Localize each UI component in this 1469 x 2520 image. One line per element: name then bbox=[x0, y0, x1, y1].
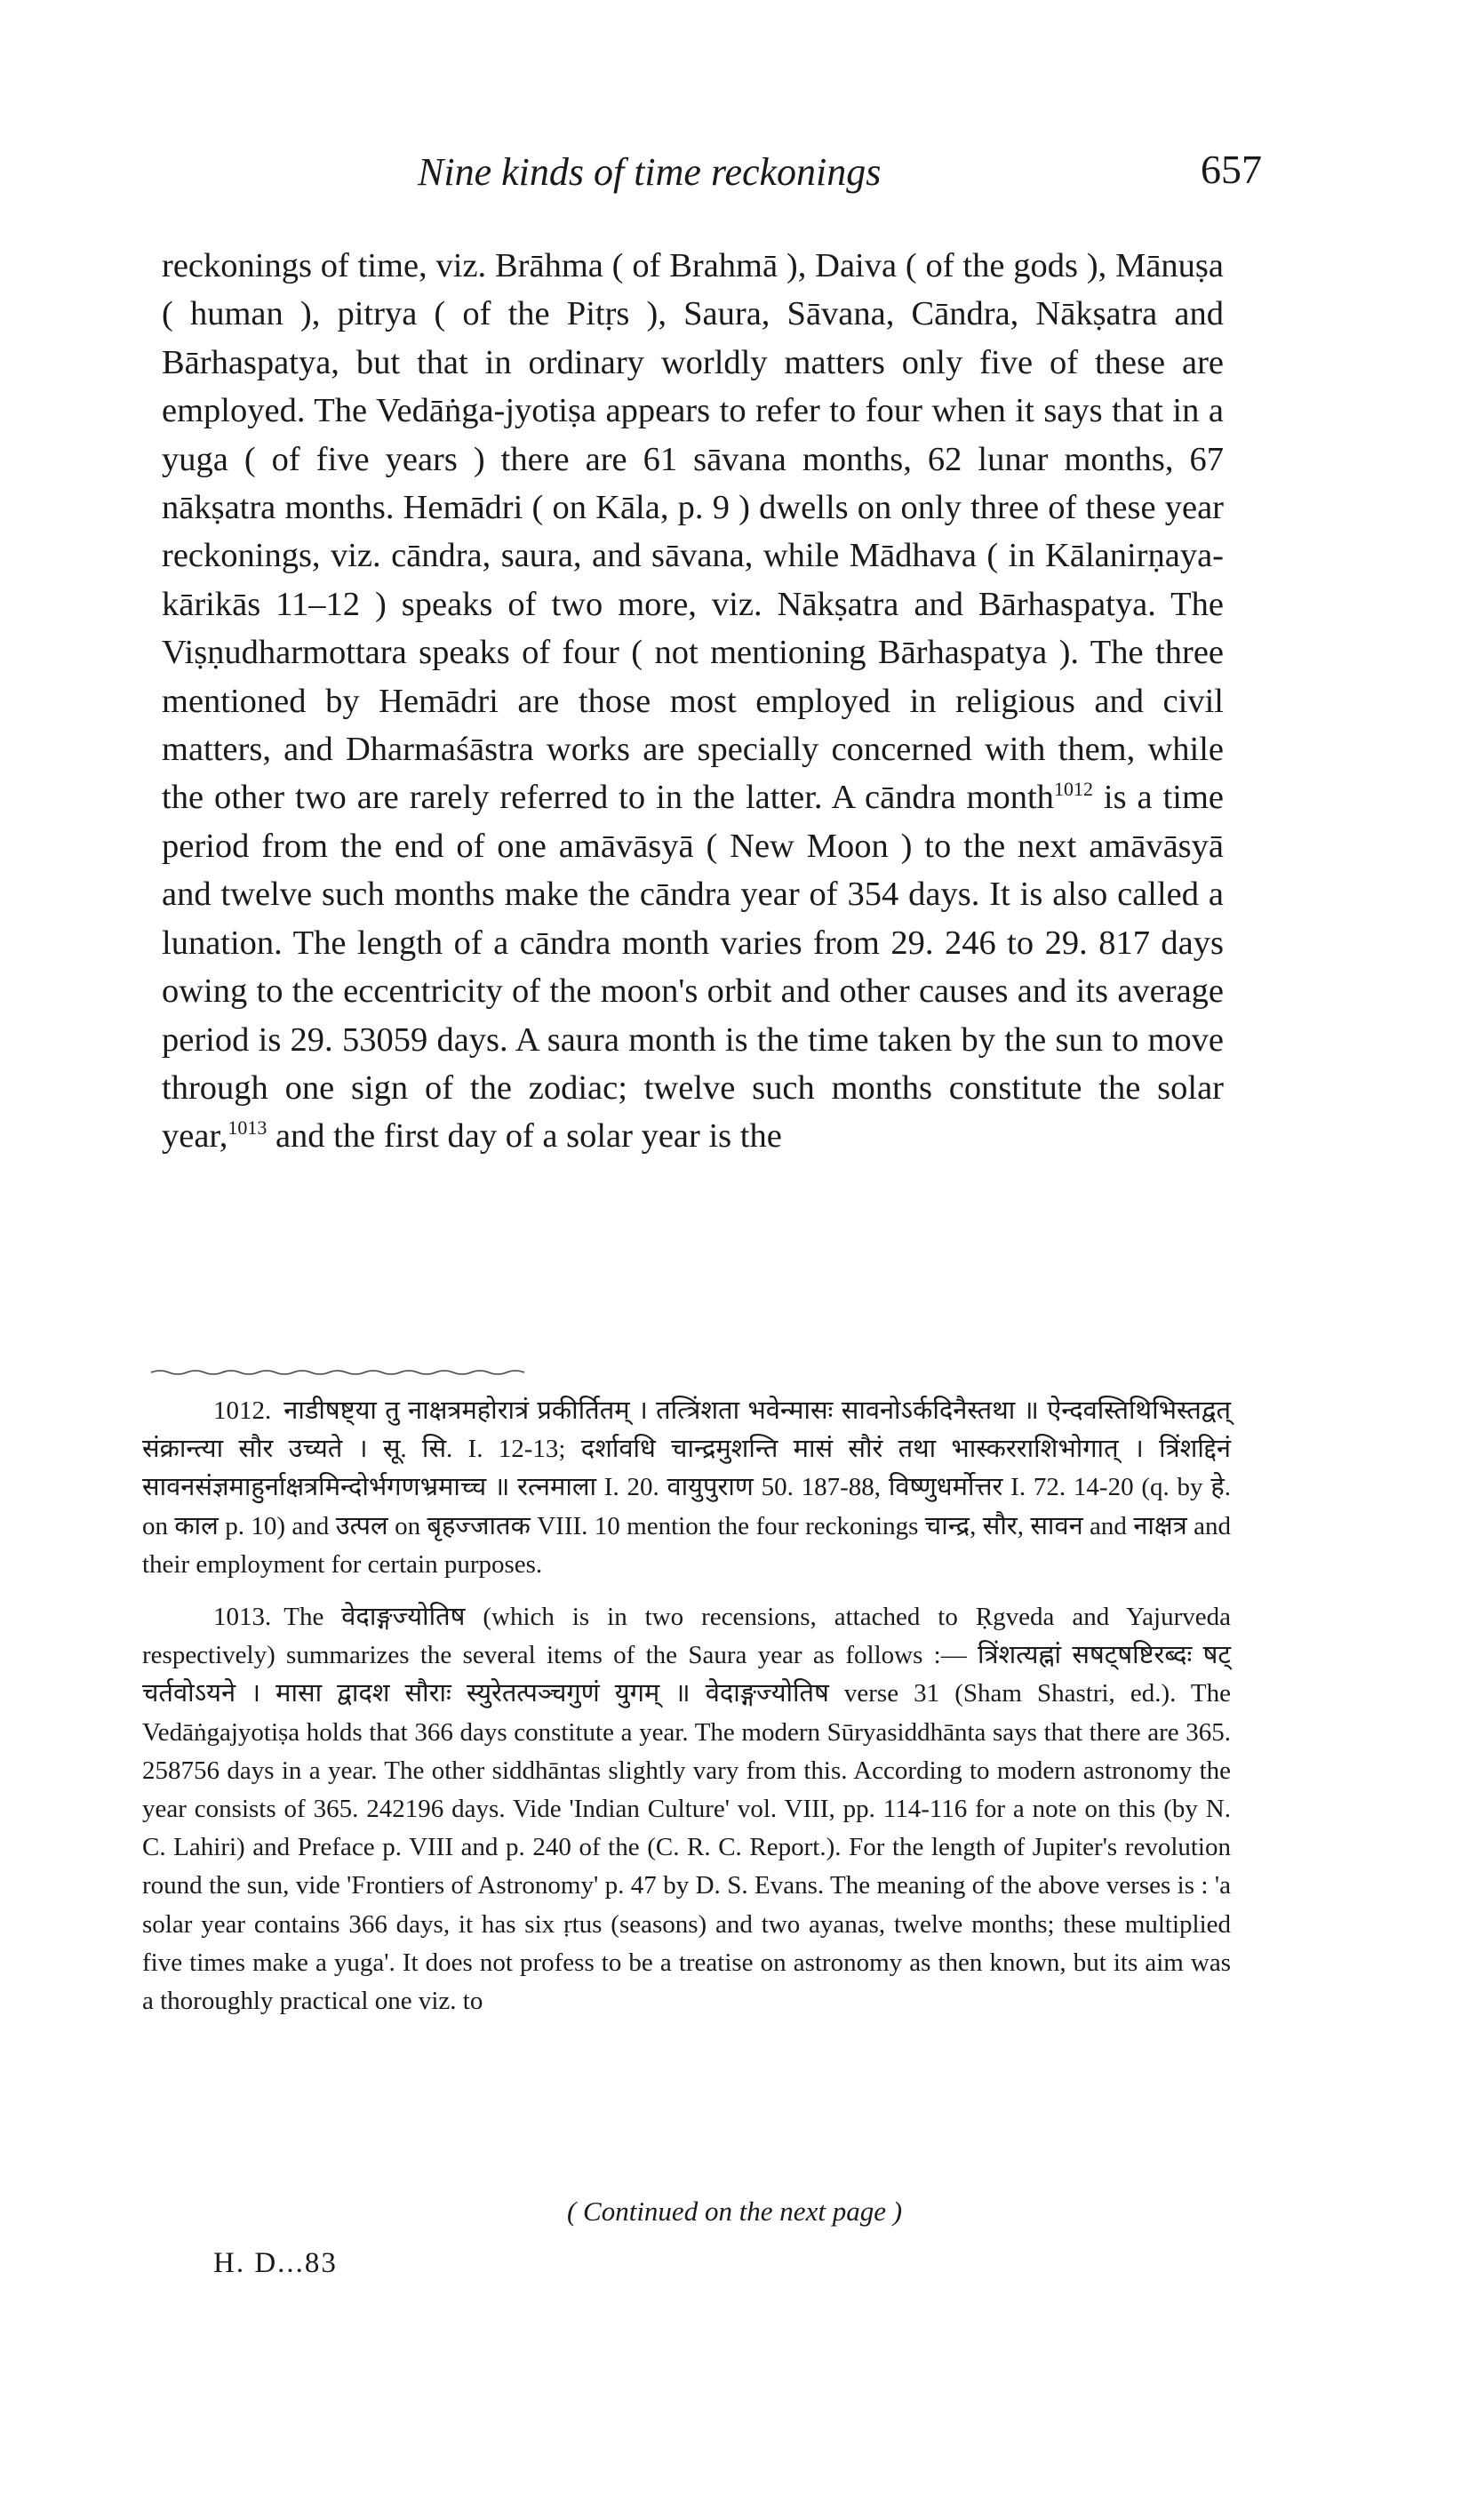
footnote-text: नाडीषष्ट्या तु नाक्षत्रमहोरात्रं प्रकीर्तितम् । तत्त्रिंशता भवेन्मासः सावनोऽर्कदिनैस्तथा ॥ ऐन्दवस्तिथिभिस्तद्वत् संक्रान्त्या सौर उच्यते । सू. सि. I. 12-13; दर्शावधि चान्द्रमुशन्ति मासं सौरं तथा भास्करराशिभोगात् । त्रिंशद्दिनं सावनसंज्ञमाहुर्नाक्षत्रमिन्दोर्भगणभ्रमाच्च ॥ रत्नमाला I. 20. वायुपुराण 50. 187-88, विष्णुधर्मोत्तर I. 72. 14-20 (q. by हे. on काल p. 10) and उत्पल on बृहज्जातक VIII. 10 mention the four reckonings चान्द्र, सौर, सावन and नाक्षत्र and their employment for certain purposes. bbox=[142, 1396, 1231, 1579]
footnote-1013 bbox=[142, 1598, 1231, 2020]
footnote-ref-1012: 1012 bbox=[1053, 778, 1093, 801]
footnote-separator bbox=[151, 1369, 524, 1376]
paragraph-text-1: reckonings of time, viz. Brāhma ( of Brahmā ), Daiva ( of the gods ), Mānuṣa ( human ), pitrya ( of the Pitṛs ), Saura, Sāvana, Cāndra, Nākṣatra and Bārhaspatya, but that in ordinary worldly matters only five of these are employed. The Vedāṅga-jyotiṣa appears to refer to four when it says that in a yuga ( of five years ) there are 61 sāvana months, 62 lunar months, 67 nākṣatra months. Hemādri ( on Kāla, p. 9 ) dwells on only three of these year reckonings, viz. cāndra, saura, and sāvana, while Mādhava ( in Kālanirṇaya-kārikās 11–12 ) speaks of two more, viz. Nākṣatra and Bārhaspatya. The Viṣṇudharmottara speaks of four ( not mentioning Bārhaspatya ). The three mentioned by Hemādri are those most employed in religious and civil matters, and Dharmaśāstra works are specially concerned with them, while the other two are rarely referred to in the latter. A cāndra month bbox=[162, 247, 1224, 817]
footnote-text: The वेदाङ्गज्योतिष (which is in two recensions, attached to Ṛgveda and Yajurveda respectively) summarizes the several items of the Saura year as follows :— त्रिंशत्यह्नां सषट्षष्टिरब्दः षट् चर्तवोऽयने । मासा द्वादश सौराः स्युरेतत्पञ्चगुणं युगम् ॥ वेदाङ्गज्योतिष verse 31 (Sham Shastri, ed.). The Vedāṅgajyotiṣa holds that 366 days constitute a year. The modern Sūryasiddhānta says that there are 365. 258756 days in a year. The other siddhāntas slightly vary from this. According to modern astronomy the year consists of 365. 242196 days. Vide 'Indian Culture' vol. VIII, pp. 114-116 for a note on this (by N. C. Lahiri) and Preface p. VIII and p. 240 of the (C. R. C. Report.). For the length of Jupiter's revolution round the sun, vide 'Frontiers of Astronomy' p. 47 by D. S. Evans. The meaning of the above verses is : 'a solar year contains 366 days, it has six ṛtus (seasons) and two ayanas, twelve months; these multiplied five times make a yuga'. It does not profess to be a treatise on astronomy as then known, but its aim was a thoroughly practical one viz. to bbox=[142, 1603, 1231, 2016]
footnote-ref-1013: 1013 bbox=[228, 1116, 267, 1140]
running-head bbox=[160, 147, 1262, 199]
continued-note: ( Continued on the next page ) bbox=[566, 2196, 903, 2227]
running-title: Nine kinds of time reckonings bbox=[418, 150, 882, 194]
paragraph-text-2: is a time period from the end of one amāvāsyā ( New Moon ) to the next amāvāsyā and twelve such months make the cāndra year of 354 days. It is also called a lunation. The length of a cāndra month varies from 29. 246 to 29. 817 days owing to the eccentricity of the moon's orbit and other causes and its average period is 29. 53059 days. A saura month is the time taken by the sun to move through one sign of the zodiac; twelve such months constitute the solar year, bbox=[162, 779, 1224, 1156]
footnote-number: 1013. bbox=[213, 1603, 272, 1632]
signature-mark: H. D...83 bbox=[213, 2247, 338, 2279]
page-number: 657 bbox=[1201, 147, 1262, 192]
paragraph-text-3: and the first day of a solar year is the bbox=[267, 1117, 782, 1156]
footnote-1012 bbox=[142, 1392, 1231, 1584]
footnote-number: 1012. bbox=[213, 1396, 272, 1425]
footnotes bbox=[142, 1392, 1231, 2020]
main-paragraph bbox=[162, 242, 1224, 1161]
